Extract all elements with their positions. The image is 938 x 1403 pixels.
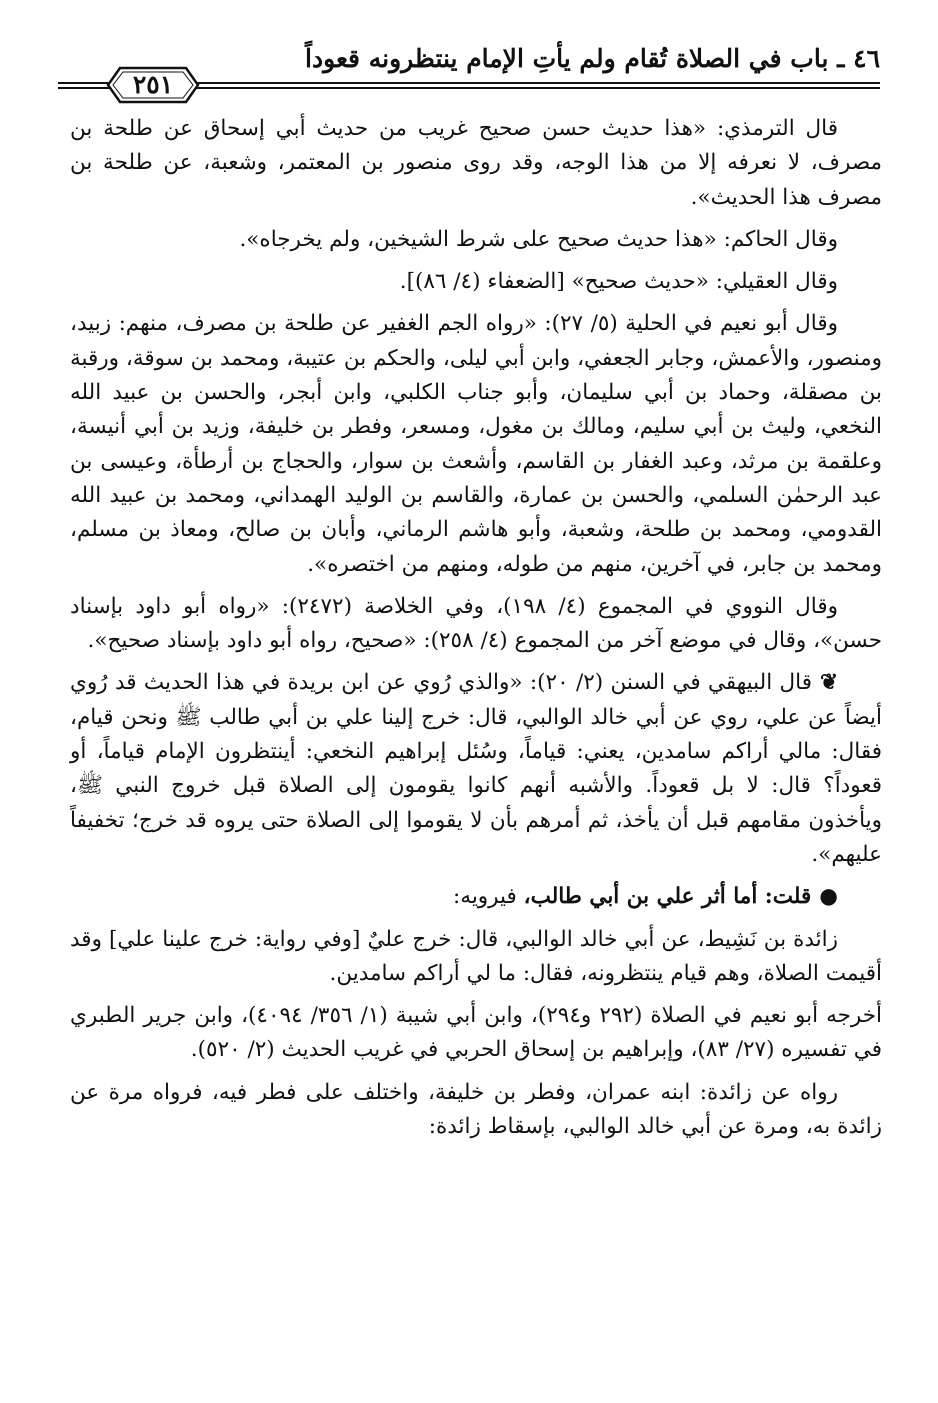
- running-title: ٤٦ ـ باب في الصلاة تُقام ولم يأتِ الإمام ينتظرونه قعوداً: [305, 44, 880, 73]
- paragraph-qultu-heading: قلت: أما أثر علي بن أبي طالب،: [523, 884, 812, 910]
- paragraph-nawawi: وقال النووي في المجموع (٤/ ١٩٨)، وفي الخلاصة (٢٤٧٢): «رواه أبو داود بإسناد حسن»، وقال في موضع آخر من المجموع (٤/ ٢٥٨): «صحيح، رواه أبو داود بإسناد صحيح».: [70, 593, 882, 654]
- ornament-leaf-icon: ❦: [819, 670, 838, 696]
- paragraph-ikhtilaf: رواه عن زائدة: ابنه عمران، وفطر بن خليفة، واختلف على فطر فيه، فرواه مرة عن زائدة به، ومرة عن أبي خالد الوالبي، بإسقاط زائدة:: [70, 1079, 882, 1140]
- paragraph-bayhaqi-text: قال البيهقي في السنن (٢/ ٢٠): «والذي رُوي عن ابن بريدة في هذا الحديث قد رُوي أيضاً عن علي، روي عن أبي خالد الوالبي، قال: خرج إلينا علي بن أبي طالب ﷺ ونحن قيام، فقال: مالي أراكم سامدين، يعني: قياماً، وسُئل إبراهيم النخعي: أينتظرون الإمام قياماً، أو قعوداً؟ قال: لا بل قعوداً. والأشبه أنهم كانوا يقومون إلى الصلاة قبل خروج النبي ﷺ، ويأخذون مقامهم قبل أن يأخذ، ثم أمرهم بأن لا يقوموا إلى الصلاة حتى يروه قد خرج؛ تخفيفاً عليهم».: [70, 670, 882, 867]
- paragraph-takhrij: أخرجه أبو نعيم في الصلاة (٢٩٢ و٢٩٤)، وابن أبي شيبة (١/ ٣٥٦/ ٤٠٩٤)، وابن جرير الطبري في تفسيره (٢٧/ ٨٣)، وإبراهيم بن إسحاق الحربي في غريب الحديث (٢/ ٥٢٠).: [70, 1003, 883, 1063]
- page-number-badge: [106, 66, 200, 104]
- paragraph-qultu-text: فيرويه:: [453, 884, 524, 910]
- paragraph-qultu: [70, 880, 882, 914]
- bullet-icon: ●: [819, 884, 838, 910]
- paragraph-bayhaqi: [70, 666, 882, 872]
- paragraph-tirmidhi: قال الترمذي: «هذا حديث حسن صحيح غريب من حديث أبي إسحاق عن طلحة بن مصرف، لا نعرفه إلا من هذا الوجه، وقد روى منصور بن المعتمر، وشعبة، عن طلحة بن مصرف هذا الحديث».: [70, 116, 882, 210]
- paragraph-hakim: وقال الحاكم: «هذا حديث صحيح على شرط الشيخين، ولم يخرجاه».: [239, 226, 838, 252]
- paragraph-uqayli: وقال العقيلي: «حديث صحيح» [الضعفاء (٤/ ٨٦)].: [399, 269, 838, 295]
- page-header: [58, 38, 880, 108]
- paragraph-zaida: زائدة بن نَشِيط، عن أبي خالد الوالبي، قال: خرج عليٌ [وفي رواية: خرج علينا علي] وقد أقيمت الصلاة، وهم قيام ينتظرونه، فقال: ما لي أراكم سامدين.: [70, 926, 882, 986]
- body-text: [70, 112, 882, 1144]
- page-number: ٢٥١: [132, 70, 174, 99]
- paragraph-abu-nuaym: وقال أبو نعيم في الحلية (٥/ ٢٧): «رواه الجم الغفير عن طلحة بن مصرف، منهم: زبيد، ومنصور، والأعمش، وجابر الجعفي، وابن أبي ليلى، والحكم بن عتيبة، ومحمد بن سوقة، ورقبة بن مصقلة، وحماد بن أبي سليمان، وأبو جناب الكلبي، وابن أبجر، والحسن بن عبيد الله النخعي، وليث بن أبي سليم، ومالك بن مغول، ومسعر، وفطر بن خليفة، وزيد بن أبي أنيسة، وعلقمة بن مرثد، وعبد الغفار بن القاسم، وأشعث بن سوار، والحجاج بن أرطأة، وعيسى بن عبد الرحمٰن السلمي، والحسن بن عمارة، والقاسم بن الوليد الهمداني، ومحمد بن عبيد الله القدومي، ومحمد بن طلحة، وشعبة، وأبو هاشم الرماني، وأبان بن صالح، ومعاذ بن مسلم، ومحمد بن جابر، في آخرين، منهم من طوله، ومنهم من اختصره».: [70, 311, 882, 577]
